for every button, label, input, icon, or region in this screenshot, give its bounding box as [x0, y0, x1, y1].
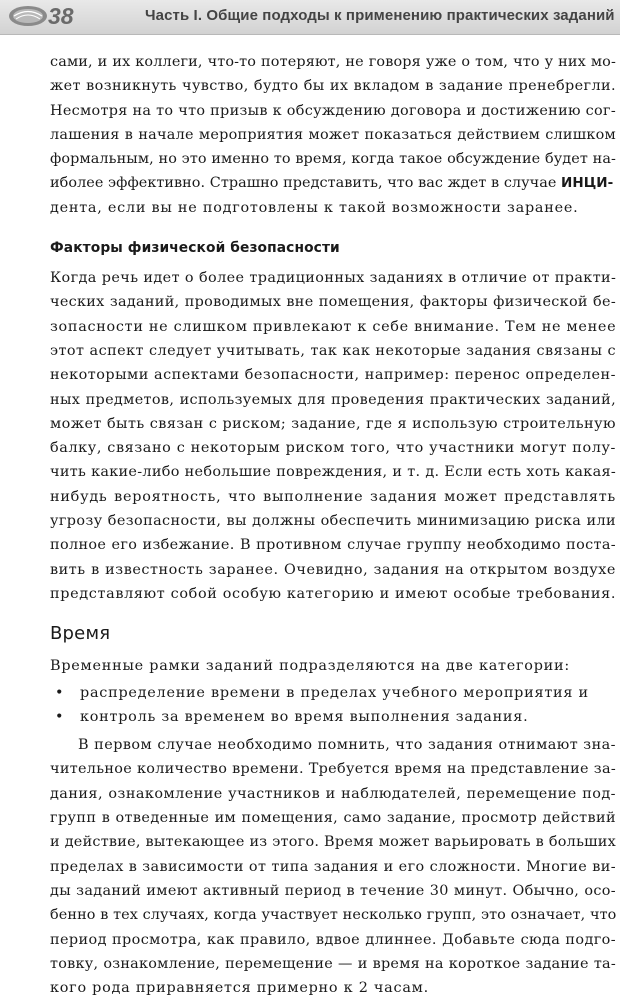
text-line: жет возникнуть чувство, будто бы их вкладом в задание пренебрегли. [50, 78, 616, 95]
text-line: лашения в начале мероприятия может показаться действием слишком [50, 126, 616, 143]
text-line: период просмотра, как правило, вдвое длиннее. Добавьте сюда подго- [50, 931, 616, 948]
text-line: ды заданий имеют активный период в течение 30 минут. Обычно, осо- [50, 882, 616, 899]
page-body [50, 50, 616, 1000]
running-title: Часть I. Общие подходы к применению практических заданий [145, 7, 615, 24]
list-item [50, 681, 616, 705]
text-line: чительное количество времени. Требуется время на представление за- [50, 761, 616, 778]
section-heading-safety: Факторы физической безопасности [50, 240, 340, 257]
paragraph-time [50, 733, 616, 1000]
glossary-term: ИНЦИ- [561, 175, 614, 192]
text-line: групп в отведенные им помещения, само задание, просмотр действий [50, 810, 616, 827]
text-line: зопасности не слишком привлекают к себе внимание. Тем не менее [50, 318, 617, 335]
bullet-list [50, 681, 616, 730]
text-line: полное его избежание. В противном случае группу необходимо поста- [50, 537, 616, 554]
text-line: дания, ознакомление участников и наблюдателей, перемещение под- [50, 785, 616, 802]
list-item-text: контроль за временем во время выполнения задания. [80, 708, 529, 725]
text-line: кого рода приравняется примерно к 2 часам. [50, 980, 429, 997]
text-line: представляют собой особую категорию и имеют особые требования. [50, 585, 617, 602]
text-line: балку, связано с некоторым риском того, что участники могут полу- [50, 440, 616, 457]
bullet-icon: • [55, 684, 65, 701]
text-line: дента, если вы не подготовлены к такой возможности заранее. [50, 199, 579, 216]
text-line: сами, и их коллеги, что-то потеряют, не говоря уже о том, что у них мо- [50, 54, 616, 70]
text-line: некоторыми аспектами безопасности, например: перенос определен- [50, 367, 616, 384]
text-line: угрозу безопасности, вы должны обеспечить минимизацию риска или [50, 513, 616, 530]
paragraph-intro [50, 50, 616, 220]
text-line: может быть связан с риском; задание, где я использую строительную [50, 415, 616, 432]
paragraph-safety [50, 266, 616, 606]
text-line-part: иболее эффективно. Страшно представить, что вас ждет в случае [50, 175, 562, 192]
text-line: формальным, но это именно то время, когда такое обсуждение будет на- [50, 151, 616, 168]
running-header [0, 0, 620, 35]
section-heading-time: Время [50, 623, 111, 645]
text-line: нибудь вероятность, что выполнение задания может представлять [50, 488, 616, 505]
text-line: товку, ознакомление, перемещение — и время на короткое задание та- [50, 955, 616, 972]
text-line: пределах в зависимости от типа задания и его сложности. Многие ви- [50, 858, 616, 875]
page-number: 38 [48, 3, 74, 29]
text-line: бенно в тех случаях, когда участвует несколько групп, это означает, что [50, 907, 617, 924]
bullet-icon: • [55, 708, 65, 725]
list-item-text: распределение времени в пределах учебного мероприятия и [80, 684, 589, 701]
page-badge-icon [8, 5, 48, 27]
text-line [50, 171, 616, 195]
text-line: и действие, вытекающее из этого. Время может варьировать в больших [50, 834, 616, 851]
list-item [50, 705, 616, 729]
text-line: чить какие-либо небольшие повреждения, и т. д. Если есть хоть какая- [50, 464, 616, 481]
text-line: В первом случае необходимо помнить, что задания отнимают зна- [78, 737, 616, 754]
text-line: этот аспект следует учитывать, так как некоторые задания связаны с [50, 342, 616, 359]
text-line: ных предметов, используемых для проведения практических заданий, [50, 391, 616, 408]
text-line: Несмотря на то что призыв к обсуждению договора и достижению сог- [50, 102, 616, 119]
text-line: вить в известность заранее. Очевидно, задания на открытом воздухе [50, 561, 616, 578]
text-line: Когда речь идет о более традиционных заданиях в отличие от практи- [50, 270, 617, 287]
text-line: ческих заданий, проводимых вне помещения, факторы физической бе- [50, 294, 616, 311]
paragraph-time-intro: Временные рамки заданий подразделяются на две категории: [50, 658, 570, 675]
